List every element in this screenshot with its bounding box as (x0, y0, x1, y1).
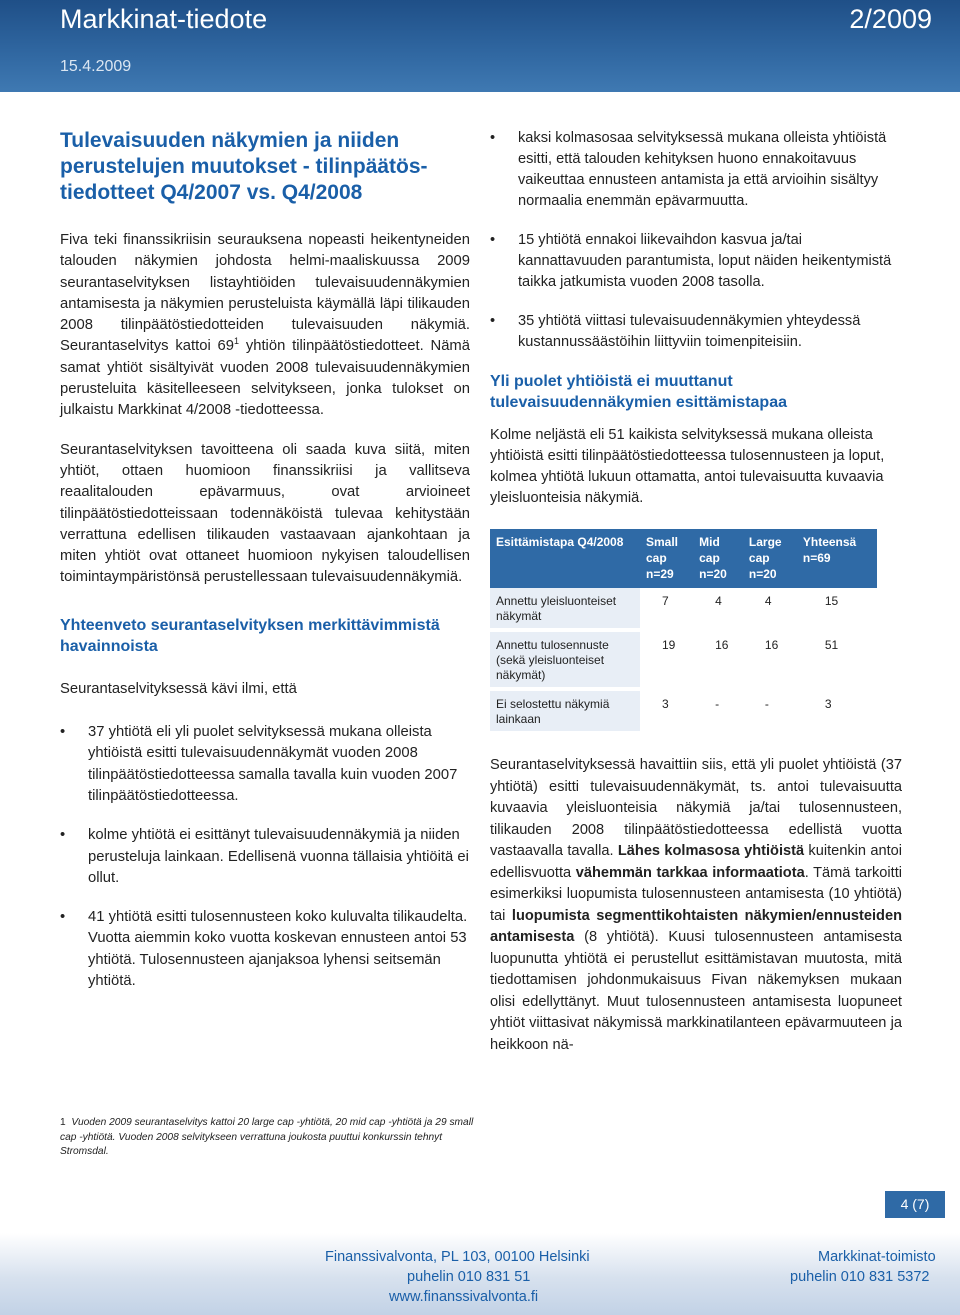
table-cell: 7 (640, 588, 693, 630)
footer-website-link[interactable]: www.finanssivalvonta.fi (389, 1289, 539, 1305)
intro-paragraph: Fiva teki finanssikriisin seurauksena nopeasti heikentyneiden talouden näkymien johdosta helmi-maaliskuussa 2009 seurantaselvityksen listayhtiöiden tulevaisuudennäkymien antamisesta ja näkymien perusteluista käymällä läpi tilikauden 2008 tilinpäätöstiedotteiden tulevaisuuden näkymiä. Seurantaselvitys kattoi $69^1$ yhtiön tilinpäätöstiedotteet. Nämä samat yhtiöt sisältyivät vuoden 2008 tulevaisuudennäkymien perusteluita käsitelleeseen selvitykseen, jonka tulokset on julkaistu Markkinat 4/2008 -tiedotteessa. (60, 232, 470, 419)
table-header-cell: Mid cap n=20 (693, 529, 743, 588)
newsletter-title: Markkinat-tiedote (60, 4, 268, 34)
table-row (490, 630, 877, 689)
footer-band (0, 1233, 960, 1315)
row-label: Ei selostettu näkymiä lainkaan (490, 689, 640, 733)
bullet-icon: • (490, 313, 496, 329)
list-item: • 41 yhtiötä esitti tulosennusteen koko kuluvalta tilikaudelta. Vuotta aiemmin koko vuotta koskevan ennusteen antoi 53 yhtiötä. Tulosennusteen ajanjaksoa lyhensi seitsemän yhtiötä. (60, 909, 468, 990)
footer-org-phone: puhelin 010 831 51 (407, 1269, 531, 1285)
row-label: Annettu yleisluonteiset näkymät (490, 588, 640, 630)
left-column (60, 128, 470, 1010)
table-cell: 19 (640, 630, 693, 689)
presentation-table (490, 529, 877, 735)
table-cell: - (693, 689, 743, 733)
table-row (490, 588, 877, 630)
footer-editor-phone: puhelin 010 831 5372 (790, 1269, 930, 1285)
section-subheading: Yli puolet yhtiöistä ei muuttanut tulevaisuudennäkymien esittämistapaa (490, 373, 787, 411)
footer-org: Finanssivalvonta, PL 103, 00100 Helsinki (325, 1249, 590, 1265)
list-item: • kolme yhtiötä ei esittänyt tulevaisuudennäkymiä ja niiden perusteluja lainkaan. Edellisenä vuonna tällaisia yhtiöitä ei ollut. (60, 827, 469, 886)
article-heading: Tulevaisuuden näkymien ja niiden perustelujen muutokset - tilinpäätös-tiedotteet Q4/2007 vs. Q4/2008 (60, 129, 428, 204)
right-column (490, 128, 902, 1056)
table-cell: 16 (743, 630, 797, 689)
table-cell: 16 (693, 630, 743, 689)
summary-bullet-list (60, 722, 470, 992)
page-number: 4 (7) (885, 1191, 945, 1218)
row-label: Annettu tulosennuste (sekä yleisluonteiset näkymät) (490, 630, 640, 689)
footnote: 1 Vuoden 2009 seurantaselvitys kattoi 20 large cap -yhtiötä, 20 mid cap -yhtiötä ja 29 small cap -yhtiötä. Vuoden 2008 selvitykseen verrattuna joukosta puuttui konkurssin tehnyt Stromsdal. (60, 1117, 474, 1157)
bullet-icon: • (60, 909, 66, 926)
bullet-icon: • (60, 827, 66, 844)
list-item: • kaksi kolmasosaa selvityksessä mukana olleista yhtiöistä esitti, että talouden kehityksen huono ennakoitavuus vaikeuttaa ennusteen antamista ja että arvioihin sisältyy normaalia enemmän epävarmuutta. (490, 130, 887, 209)
summary-lead: Seurantaselvityksessä kävi ilmi, että (60, 680, 297, 697)
table-cell: 3 (797, 689, 877, 733)
table-cell: 4 (693, 588, 743, 630)
table-cell: 51 (797, 630, 877, 689)
footer-editor-name: Markkinat-toimisto (818, 1249, 936, 1265)
header-band (0, 0, 960, 92)
bullet-icon: • (490, 232, 496, 248)
table-header-row (490, 529, 877, 588)
footnote-ref: 1 (234, 336, 240, 347)
list-item: • 15 yhtiötä ennakoi liikevaihdon kasvua ja/tai kannattavuuden parantumista, loput näiden heikentymistä taikka jatkumista vuoden 2008 tasolla. (490, 232, 892, 290)
findings-paragraph: Seurantaselvityksessä havaittiin siis, että yli puolet yhtiöistä (37 yhtiötä) esitti tulevaisuudennäkymät, ts. antoi tulevaisuutta kuvaavia yleisluonteisia näkymiä ja/tai tulosennusteen, tilikauden 2008 tilinpäätöstiedotteessa edellistä vuotta vastaavalla tavalla. Lähes kolmasosa yhtiöistä kuitenkin antoi edellisvuotta vähemmän tarkkaa informaatiota. Tämä tarkoitti esimerkiksi luopumista tulosennusteen antamisesta (10 yhtiötä) tai luopumista segmenttikohtaisten näkymien/ennusteiden antamisesta (8 yhtiötä). Kuusi tulosennusteen antamisesta luopunutta yhtiötä ei perustellut esittämistavan muutosta, mitä tiedottamisen johdonmukaisuus Fivan näkemyksen mukaan olisi edellyttänyt. Muut tulosennusteen antamisesta luopuneet yhtiöt viittasivat näkymissä markkinatilanteen epävarmuuteen ja heikkoon nä- (490, 757, 903, 1053)
issue-number: 2/2009 (849, 4, 932, 34)
footer-editor (790, 1247, 936, 1287)
table-cell: 15 (797, 588, 877, 630)
table-header-cell: Yhteensä n=69 (797, 529, 877, 588)
table-header-cell: Esittämistapa Q4/2008 (490, 529, 640, 588)
table-cell: 3 (640, 689, 693, 733)
table-cell: 4 (743, 588, 797, 630)
bullet-icon: • (60, 724, 66, 741)
list-item: • 35 yhtiötä viittasi tulevaisuudennäkymien yhteydessä kustannussäästöihin liittyviin toimenpiteisiin. (490, 313, 861, 350)
issue-date: 15.4.2009 (60, 58, 132, 75)
bullet-icon: • (490, 130, 496, 146)
objective-paragraph: Seurantaselvityksen tavoitteena oli saada kuva siitä, miten yhtiöt, ottaen huomioon finanssikriisi ja vallitseva reaalitalouden epävarmuus, ovat arvioineet tilinpäätöstiedotteissaan todennäköistä tulevaa kehitystään verrattuna edellisen tilikauden vastaavaan ajankohtaan ja miten yhtiöt ovat ottaneet huomioon nykyisen taloudellisen toimintaympäristönsä perustellessaan tulevaisuudennäkymiä. (60, 441, 470, 586)
table-row (490, 689, 877, 733)
table-cell: - (743, 689, 797, 733)
table-header-cell: Small cap n=29 (640, 529, 693, 588)
findings-bullet-list (490, 128, 902, 353)
forecast-paragraph: Kolme neljästä eli 51 kaikista selvityksessä mukana olleista yhtiöistä esitti tilinpäätöstiedotteessa tulosennusteen ja loput, kolmea yhtiötä lukuun ottamatta, antoi tulevaisuutta kuvaavia yleisluonteisia näkymiä. (490, 427, 885, 506)
summary-subheading: Yhteenveto seurantaselvityksen merkittävimmistä havainnoista (60, 616, 440, 655)
footer-contact (325, 1247, 625, 1307)
table-header-cell: Large cap n=20 (743, 529, 797, 588)
list-item: • 37 yhtiötä eli yli puolet selvityksessä mukana olleista yhtiöistä esitti tulevaisuudennäkymät vuoden 2008 tilinpäätöstiedotteessa samalla tavalla kuin vuoden 2007 tilinpäätöstiedotteessa. (60, 724, 458, 804)
